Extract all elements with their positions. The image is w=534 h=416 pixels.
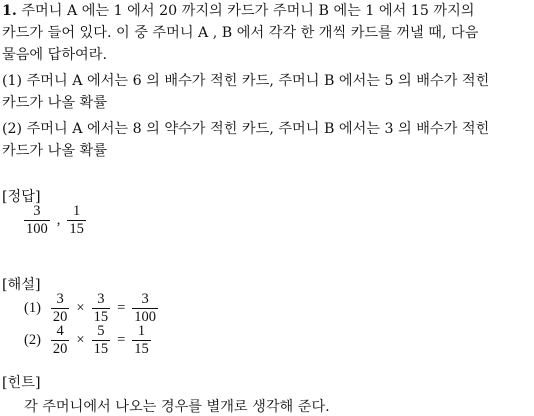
fraction-numerator: 1: [73, 203, 81, 219]
question-1-line-2: 카드가 나올 확률: [2, 95, 107, 111]
question-1-line-1: (1) 주머니 A 에서는 6 의 배수가 적힌 카드, 주머니 B 에서는 5 의 배수가 적힌: [2, 73, 490, 89]
answer-fraction-2: [67, 204, 86, 237]
fraction-denominator: 15: [69, 221, 84, 237]
problem-line-3: 물음에 답하여라.: [2, 47, 107, 63]
answer-fraction-1: [24, 204, 50, 237]
fraction-denominator: 15: [134, 341, 149, 357]
fraction: [51, 324, 70, 357]
row-label: (1): [24, 300, 41, 316]
fraction-numerator: 5: [97, 323, 105, 339]
explanation-row-2: [24, 324, 155, 357]
hint-text: 각 주머니에서 나오는 경우를 별개로 생각해 준다.: [24, 399, 330, 415]
answer-separator: ,: [56, 212, 61, 228]
row-label: (2): [24, 332, 41, 348]
problem-number: 1.: [2, 3, 17, 19]
fraction-numerator: 3: [33, 203, 41, 219]
question-2-line-2: 카드가 나올 확률: [2, 143, 107, 159]
fraction-denominator: 15: [93, 341, 109, 357]
fraction-numerator: 4: [56, 323, 64, 339]
problem-line-1: [2, 1, 475, 21]
fraction: [132, 324, 151, 357]
equals-sign: =: [117, 332, 126, 348]
equals-sign: =: [117, 300, 126, 316]
fraction: [92, 324, 111, 357]
multiply-sign: ×: [76, 332, 85, 348]
answer-tag: [정답]: [2, 189, 41, 205]
fraction-denominator: 100: [26, 221, 48, 237]
problem-text-1: 주머니 A 에는 1 에서 20 까지의 카드가 주머니 B 에는 1 에서 15 까지의: [21, 3, 475, 19]
multiply-sign: ×: [76, 300, 85, 316]
hint-tag: [힌트]: [2, 375, 41, 391]
answer-math: [20, 204, 90, 237]
fraction: [92, 292, 111, 325]
fraction-numerator: 3: [141, 291, 149, 307]
fraction-denominator: 20: [52, 341, 68, 357]
fraction-numerator: 1: [137, 323, 146, 339]
fraction-denominator: 100: [134, 309, 157, 325]
fraction-denominator: 15: [93, 309, 109, 325]
problem-line-2: 카드가 들어 있다. 이 중 주머니 A , B 에서 각각 한 개씩 카드를 꺼낼 때, 다음: [2, 25, 479, 41]
fraction-numerator: 3: [56, 291, 64, 307]
explanation-row-1: [24, 292, 162, 325]
fraction: [132, 292, 158, 325]
fraction: [51, 292, 70, 325]
fraction-numerator: 3: [97, 291, 105, 307]
explanation-tag: [해설]: [2, 277, 41, 293]
question-2-line-1: (2) 주머니 A 에서는 8 의 약수가 적힌 카드, 주머니 B 에서는 3 의 배수가 적힌: [2, 121, 490, 137]
fraction-denominator: 20: [52, 309, 68, 325]
